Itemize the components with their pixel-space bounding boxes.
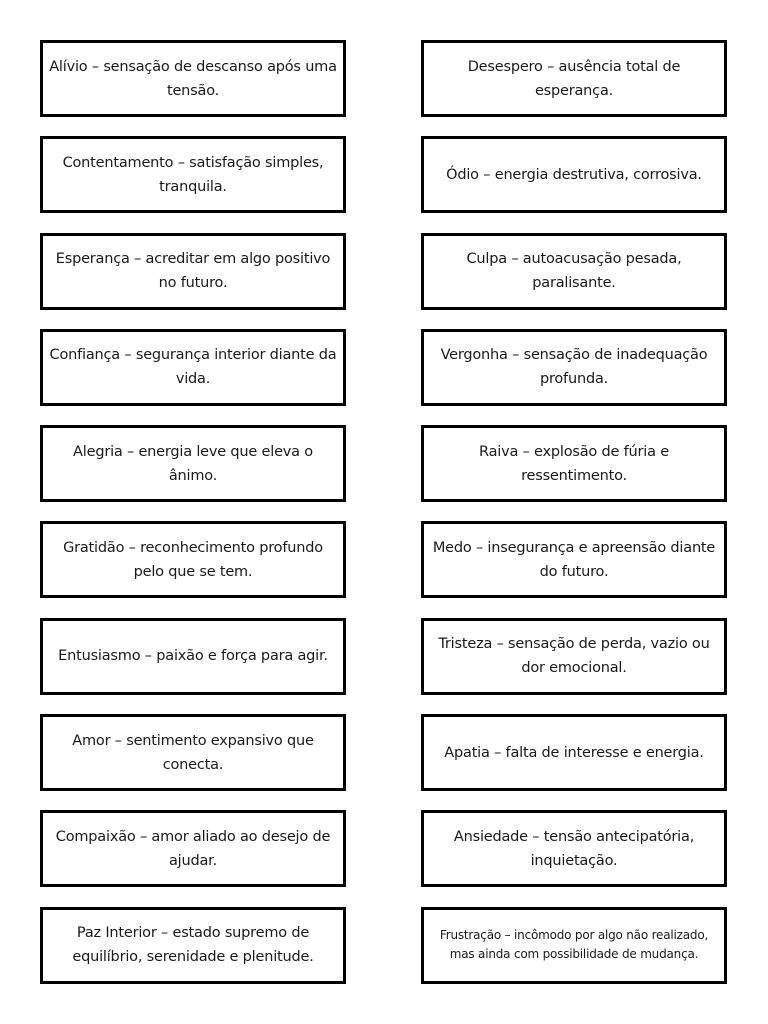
emotion-card-odio	[421, 136, 727, 213]
card-text: Paz Interior – estado supremo de equilíbrio, serenidade e plenitude.	[72, 925, 314, 966]
emotion-card-esperanca	[40, 233, 346, 310]
card-text: Ansiedade – tensão antecipatória, inquietação.	[453, 828, 695, 869]
card-text: Amor – sentimento expansivo que conecta.	[72, 732, 314, 773]
emotion-card-amor	[40, 714, 346, 791]
emotion-card-entusiasmo	[40, 618, 346, 695]
emotion-card-compaixao	[40, 810, 346, 887]
card-text: Esperança – acreditar em algo positivo no futuro.	[55, 251, 331, 292]
emotion-card-vergonha	[421, 329, 727, 406]
emotion-card-raiva	[421, 425, 727, 502]
card-text: Gratidão – reconhecimento profundo pelo que se tem.	[63, 539, 323, 580]
emotion-card-frustracao	[421, 907, 727, 984]
emotion-card-confianca	[40, 329, 346, 406]
card-text: Vergonha – sensação de inadequação profunda.	[440, 347, 708, 388]
emotion-card-ansiedade	[421, 810, 727, 887]
card-text: Alívio – sensação de descanso após uma tensão.	[49, 58, 337, 99]
card-text: Frustração – incômodo por algo não realizado, mas ainda com possibilidade de mudança.	[439, 928, 709, 962]
emotion-card-apatia	[421, 714, 727, 791]
emotion-card-culpa	[421, 233, 727, 310]
card-text: Compaixão – amor aliado ao desejo de ajudar.	[55, 828, 331, 869]
emotion-card-tristeza	[421, 618, 727, 695]
card-text: Apatia – falta de interesse e energia.	[444, 744, 704, 761]
card-text: Entusiasmo – paixão e força para agir.	[58, 648, 328, 665]
card-text: Tristeza – sensação de perda, vazio ou dor emocional.	[438, 636, 710, 677]
card-text: Raiva – explosão de fúria e ressentimento.	[479, 443, 669, 484]
card-text: Confiança – segurança interior diante da vida.	[49, 347, 337, 388]
card-text: Alegria – energia leve que eleva o ânimo.	[73, 443, 313, 484]
emotion-card-desespero	[421, 40, 727, 117]
card-text: Ódio – energia destrutiva, corrosiva.	[446, 166, 702, 183]
positive-emotions-column	[40, 40, 346, 1003]
card-text: Desespero – ausência total de esperança.	[467, 58, 681, 99]
emotion-card-medo	[421, 521, 727, 598]
emotion-card-alivio	[40, 40, 346, 117]
negative-emotions-column	[421, 40, 727, 1003]
card-text: Contentamento – satisfação simples, tranquila.	[62, 154, 324, 195]
emotion-card-gratidao	[40, 521, 346, 598]
card-text: Culpa – autoacusação pesada, paralisante.	[466, 251, 682, 292]
emotion-card-contentamento	[40, 136, 346, 213]
emotion-card-paz-interior	[40, 907, 346, 984]
card-text: Medo – insegurança e apreensão diante do futuro.	[432, 539, 716, 580]
emotion-card-alegria	[40, 425, 346, 502]
